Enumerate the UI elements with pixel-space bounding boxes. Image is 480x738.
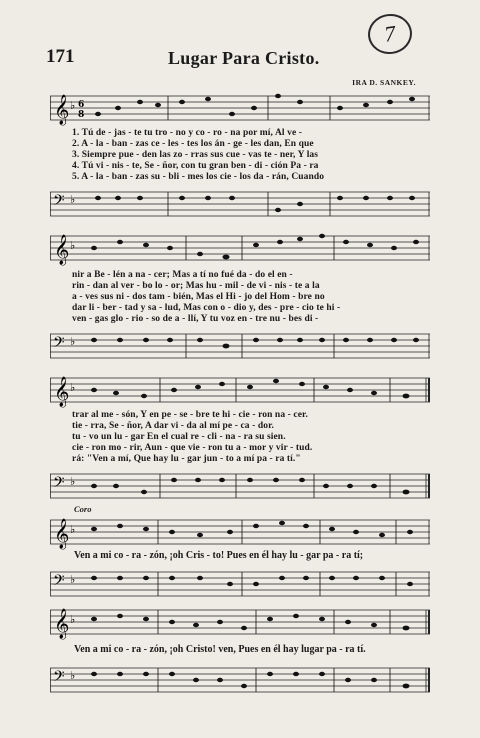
svg-text:𝄞: 𝄞 xyxy=(54,609,70,639)
bass-staff xyxy=(50,660,430,702)
lyric-line: tu - vo un lu - gar En el cual re - cli - na - ra su sien. xyxy=(72,432,286,442)
lyric-line: 2. A - la - ban - zas ce - les - tes los án - ge - les dan, En que xyxy=(72,139,314,149)
music-system-2 xyxy=(50,230,430,370)
lyric-line: 4. Tú vi - nis - te, Se - ñor, con tu gran ben - di - ción Pa - ra xyxy=(72,161,319,171)
music-system-1 xyxy=(50,86,430,228)
composer-credit: IRA D. SANKEY. xyxy=(352,78,416,87)
svg-text:𝄞: 𝄞 xyxy=(54,235,70,265)
svg-text:𝄢: 𝄢 xyxy=(53,572,65,593)
bass-staff xyxy=(50,184,430,226)
svg-text:♭: ♭ xyxy=(70,99,76,112)
svg-text:♭: ♭ xyxy=(70,193,76,206)
treble-staff xyxy=(50,514,430,554)
lyric-line: tie - rra, Se - ñor, A dar vi - da al mí pe - ca - dor. xyxy=(72,421,274,431)
svg-text:♭: ♭ xyxy=(70,613,76,626)
svg-text:♭: ♭ xyxy=(70,239,76,252)
svg-text:♭: ♭ xyxy=(70,573,76,586)
svg-text:𝄢: 𝄢 xyxy=(53,334,65,355)
lyric-line: dar li - ber - tad y sa - lud, Mas con o - dio y, des - pre - cio te hi - xyxy=(72,303,341,313)
svg-text:8: 8 xyxy=(78,110,85,120)
svg-text:♭: ♭ xyxy=(70,475,76,488)
bass-staff xyxy=(50,466,430,506)
treble-staff xyxy=(50,230,430,272)
lyric-line: 5. A - la - ban - zas su - bli - mes los cie - los da - rán, Cuando xyxy=(72,172,325,182)
lyric-line: 3. Siempre pue - den las zo - rras sus cue - vas te - ner, Y las xyxy=(72,150,319,160)
svg-text:𝄢: 𝄢 xyxy=(53,192,65,213)
svg-text:♭: ♭ xyxy=(70,669,76,682)
music-system-3 xyxy=(50,372,430,508)
lyric-line: rá: "Ven a mí, Que hay lu - gar jun - to a mí pa - ra tí." xyxy=(72,454,301,464)
treble-staff xyxy=(50,604,430,644)
svg-text:𝄞: 𝄞 xyxy=(54,519,70,549)
chorus-lyric-line: Ven a mi co - ra - zón, ¡oh Cris - to! Pues en él hay lu - gar pa - ra tí; xyxy=(74,550,364,561)
lyric-line: nir a Be - lén a na - cer; Mas a tí no fué da - do el en - xyxy=(72,270,293,280)
svg-text:♭: ♭ xyxy=(70,335,76,348)
music-system-5-chorus xyxy=(50,604,430,708)
svg-text:𝄢: 𝄢 xyxy=(53,474,65,495)
hymn-title: Lugar Para Cristo. xyxy=(168,48,320,68)
svg-text:𝄢: 𝄢 xyxy=(53,668,65,689)
page-number-annotation: 7 xyxy=(365,11,414,57)
svg-text:𝄞: 𝄞 xyxy=(54,377,70,407)
lyric-line: cie - ron mo - rir, Aun - que vie - ron tu a - mor y vir - tud. xyxy=(72,443,313,453)
bass-staff xyxy=(50,326,430,366)
chorus-label: Coro xyxy=(74,504,92,514)
lyric-line: a - ves sus ni - dos tam - bién, Mas el Hi - jo del Hom - bre no xyxy=(72,292,325,302)
svg-text:𝄞: 𝄞 xyxy=(54,95,70,125)
svg-text:♭: ♭ xyxy=(70,381,76,394)
music-system-4-chorus xyxy=(50,504,430,606)
lyric-line: 1. Tú de - jas - te tu tro - no y co - ro - na por mí, Al ve - xyxy=(72,128,303,138)
lyric-line: trar al me - són, Y en pe - se - bre te hi - cie - ron na - cer. xyxy=(72,410,308,420)
chorus-lyric-line: Ven a mi co - ra - zón, ¡oh Cristo! ven, Pues en él hay lugar pa - ra tí. xyxy=(74,644,366,655)
lyric-line: ven - gas glo - rio - so de a - llí, Y tu voz en - tre nu - bes di - xyxy=(72,314,319,324)
svg-text:♭: ♭ xyxy=(70,523,76,536)
lyric-line: rin - dan al ver - bo lo - or; Mas hu - mil - de vi - nis - te a la xyxy=(72,281,320,291)
hymn-number: 171 xyxy=(46,46,75,67)
svg-text:6: 6 xyxy=(78,100,85,110)
bass-staff xyxy=(50,564,430,604)
treble-staff xyxy=(50,372,430,412)
